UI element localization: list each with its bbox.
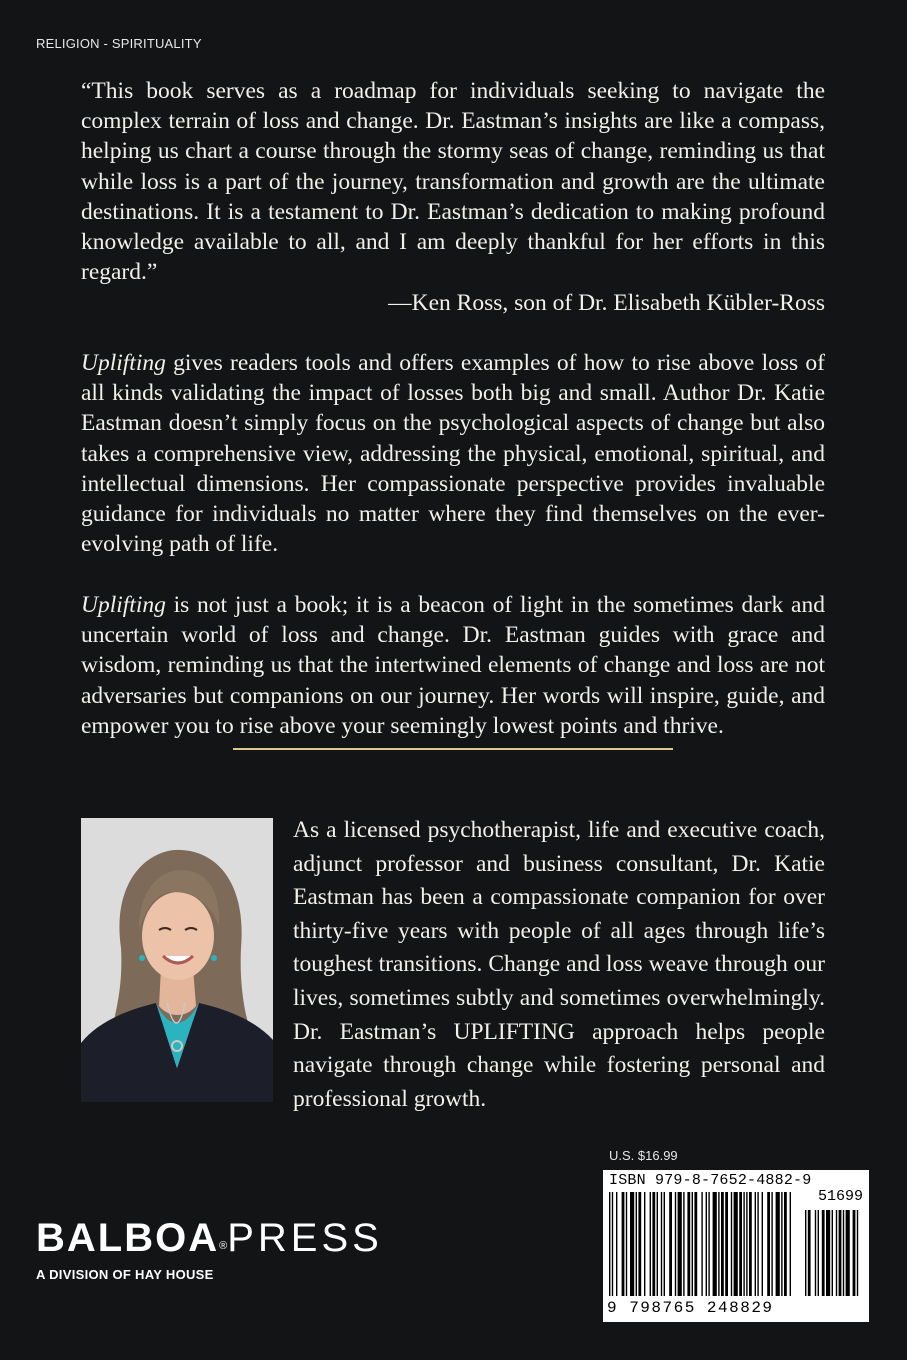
barcode-bar — [652, 1192, 655, 1296]
barcode-bar — [762, 1192, 763, 1296]
barcode-bar — [731, 1192, 732, 1296]
barcode-bar — [708, 1192, 709, 1296]
barcode-bar — [692, 1192, 693, 1296]
barcode-addon-bar — [853, 1210, 856, 1296]
barcode-bar — [781, 1192, 782, 1296]
barcode-bar — [757, 1192, 758, 1296]
barcode-bar — [746, 1192, 747, 1296]
barcode-bar — [694, 1192, 697, 1296]
barcode-bar — [664, 1192, 665, 1296]
barcode-bar — [675, 1192, 676, 1296]
barcode-addon-number: 51699 — [817, 1188, 863, 1205]
barcode-bar — [706, 1192, 707, 1296]
barcode-bar — [784, 1192, 787, 1296]
quote-attribution: —Ken Ross, son of Dr. Elisabeth Kübler-Ross — [388, 290, 825, 316]
barcode-bar — [749, 1192, 752, 1296]
barcode-bar — [609, 1192, 610, 1296]
publisher-name: BALBOA®PRESS — [36, 1216, 383, 1260]
barcode-bar — [650, 1192, 651, 1296]
barcode-bar — [657, 1192, 658, 1296]
barcode-addon-bar — [808, 1210, 811, 1296]
barcode-addon-bar — [836, 1210, 837, 1296]
barcode-addon-bar — [843, 1210, 844, 1296]
barcode-bar — [771, 1192, 772, 1296]
barcode-bar — [718, 1192, 719, 1296]
barcode-bar — [776, 1192, 780, 1296]
paragraph-text: gives readers tools and offers examples of how to rise above loss of all kinds validating the impact of losses both big and small. Author Dr. Katie Eastman doesn’t simply focus on the psychological aspects of change but also takes a comprehensive view, addressing the physical, emotional, spiritual, and intellectual dimensions. Her compassionate perspective provides invaluable guidance for individuals no matter where they find themselves on the ever-evolving path of life. — [81, 350, 825, 558]
endorsement-quote: “This book serves as a roadmap for individuals seeking to navigate the complex terrain of loss and change. Dr. Eastman’s insights are like a compass, helping us chart a course through the stormy seas of change, reminding us that while loss is a part of the journey, transformation and growth are the ultimate destinations. It is a testament to Dr. Eastman’s dedication to making profound knowledge available to all, and I am deeply thankful for her efforts in this regard.” — [81, 78, 825, 286]
barcode-bar — [626, 1192, 627, 1296]
barcode-bar — [683, 1192, 684, 1296]
barcode-bar — [644, 1192, 645, 1296]
registered-mark: ® — [219, 1240, 228, 1252]
ean-number: 9 798765 248829 — [607, 1299, 774, 1317]
barcode-addon-bar — [826, 1210, 830, 1296]
book-title-italic: Uplifting — [81, 592, 166, 618]
barcode-bar — [687, 1192, 690, 1296]
barcode-bar — [739, 1192, 742, 1296]
barcode-bar — [713, 1192, 717, 1296]
author-photo — [81, 818, 273, 1102]
barcode-bar — [669, 1192, 672, 1296]
barcode-bars — [609, 1192, 863, 1300]
barcode-addon-bar — [822, 1210, 825, 1296]
barcode-bar — [622, 1192, 625, 1296]
paragraph-text: is not just a book; it is a beacon of light in the sometimes dark and uncertain world of loss and change. Dr. Eastman guides with grace and wisdom, reminding us that the intertwined elements of change and loss are not adversaries but companions on our journey. Her words will inspire, guide, and empower you to rise above your seemingly lowest points and thrive. — [81, 592, 825, 739]
publisher-logo — [36, 1215, 383, 1282]
barcode-addon-bar — [832, 1210, 833, 1296]
barcode — [603, 1170, 869, 1322]
description-paragraph-1 — [81, 348, 825, 559]
barcode-bar — [678, 1192, 682, 1296]
barcode-addon-bar — [857, 1210, 858, 1296]
barcode-bar — [638, 1192, 641, 1296]
author-bio: As a licensed psychotherapist, life and executive coach, adjunct professor and business consultant, Dr. Katie Eastman has been a compassionate companion for over thirty-five years with people of all ages through life’s toughest transitions. Change and loss weave through our lives, sometimes subtly and sometimes overwhelmingly. Dr. Eastman’s UPLIFTING approach helps people navigate through change while fostering personal and professional growth. — [293, 817, 825, 1112]
barcode-bar — [661, 1192, 662, 1296]
section-divider — [233, 748, 673, 750]
barcode-bar — [612, 1192, 613, 1296]
barcode-addon-bar — [805, 1210, 806, 1296]
barcode-bar — [616, 1192, 617, 1296]
barcode-bar — [767, 1192, 770, 1296]
publisher-division: A DIVISION OF HAY HOUSE — [36, 1267, 214, 1282]
barcode-bar — [743, 1192, 744, 1296]
book-title-italic: Uplifting — [81, 350, 166, 376]
category-label: RELIGION - SPIRITUALITY — [36, 36, 202, 51]
barcode-bar — [630, 1192, 634, 1296]
barcode-addon-bar — [839, 1210, 842, 1296]
barcode-addon-bar — [818, 1210, 819, 1296]
barcode-bar — [755, 1192, 756, 1296]
barcode-addon-bar — [815, 1210, 816, 1296]
price-label: U.S. $16.99 — [609, 1148, 678, 1163]
barcode-addon-bar — [846, 1210, 850, 1296]
description-paragraph-2 — [81, 590, 825, 741]
barcode-bar — [734, 1192, 738, 1296]
barcode-bar — [721, 1192, 724, 1296]
barcode-bar — [701, 1192, 702, 1296]
isbn-number: ISBN 979-8-7652-4882-9 — [609, 1172, 812, 1189]
barcode-bar — [636, 1192, 637, 1296]
barcode-bar — [790, 1192, 791, 1296]
barcode-bar — [725, 1192, 728, 1296]
